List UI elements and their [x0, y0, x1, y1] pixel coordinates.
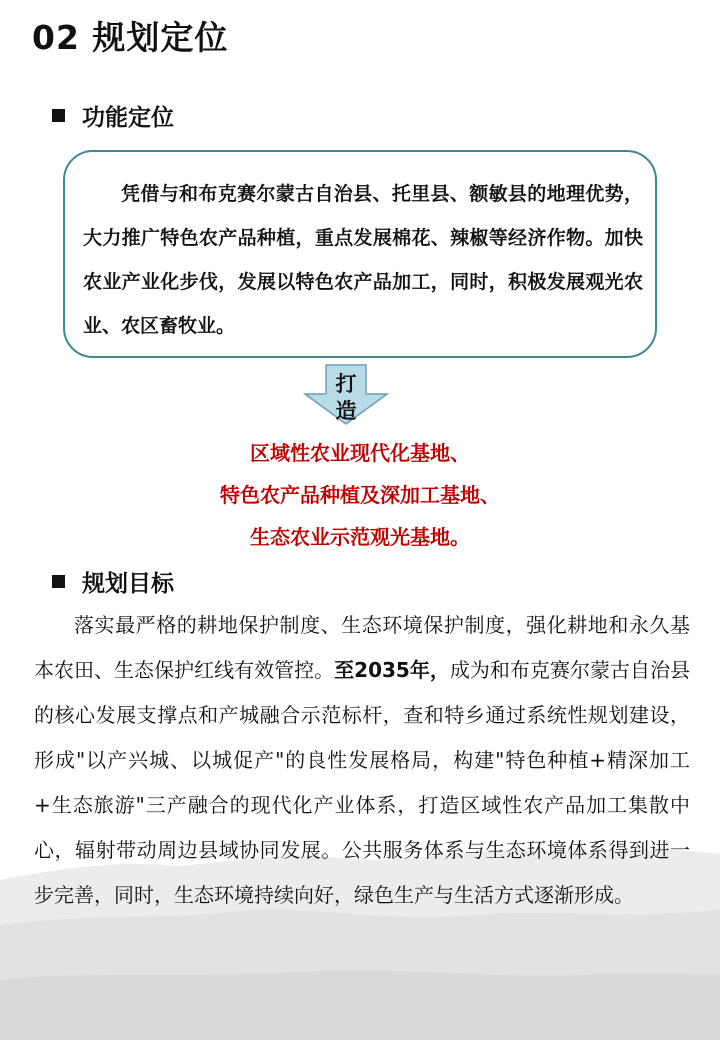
square-bullet-icon — [52, 109, 65, 122]
goals-text-before: 落实最严格的耕地保护制度、生态环境保护制度，强化耕地和永久基本农田、生态保护红线有效管控。 — [34, 613, 690, 682]
arrow-label-char-1: 打 — [335, 372, 357, 396]
function-callout-box — [63, 150, 657, 358]
target-item: 区域性农业现代化基地、 — [250, 441, 470, 465]
goals-text-highlight: 至2035年， — [334, 658, 450, 682]
section-heading-goals-label: 规划目标 — [82, 570, 174, 597]
section-heading-goals — [52, 564, 174, 598]
section-heading-function-label: 功能定位 — [82, 104, 174, 131]
goals-text-after: 成为和布克赛尔蒙古自治县的核心发展支撑点和产城融合示范标杆，查和特乡通过系统性规划建设，形成"以产兴城、以城促产"的良性发展格局，构建"特色种植+精深加工+生态旅游"三产融合的现代化产业体系，打造区域性农产品加工集散中心，辐射带动周边县域协同发展。公共服务体系与生态环境体系得到进一步完善，同时，生态环境持续向好，绿色生产与生活方式逐渐形成。 — [34, 658, 691, 907]
target-list — [0, 432, 720, 558]
page-title: 02 规划定位 — [32, 18, 229, 57]
goals-paragraph — [34, 603, 690, 918]
function-callout-text: 凭借与和布克赛尔蒙古自治县、托里县、额敏县的地理优势，大力推广特色农产品种植，重点发展棉花、辣椒等经济作物。加快农业产业化步伐，发展以特色农产品加工，同时，积极发展观光农业、农区畜牧业。 — [83, 183, 643, 337]
target-item: 特色农产品种植及深加工基地、 — [220, 483, 500, 507]
square-bullet-icon — [52, 575, 65, 588]
target-item: 生态农业示范观光基地。 — [250, 525, 470, 549]
section-heading-function — [52, 98, 174, 132]
arrow-label-char-2: 造 — [335, 399, 357, 423]
